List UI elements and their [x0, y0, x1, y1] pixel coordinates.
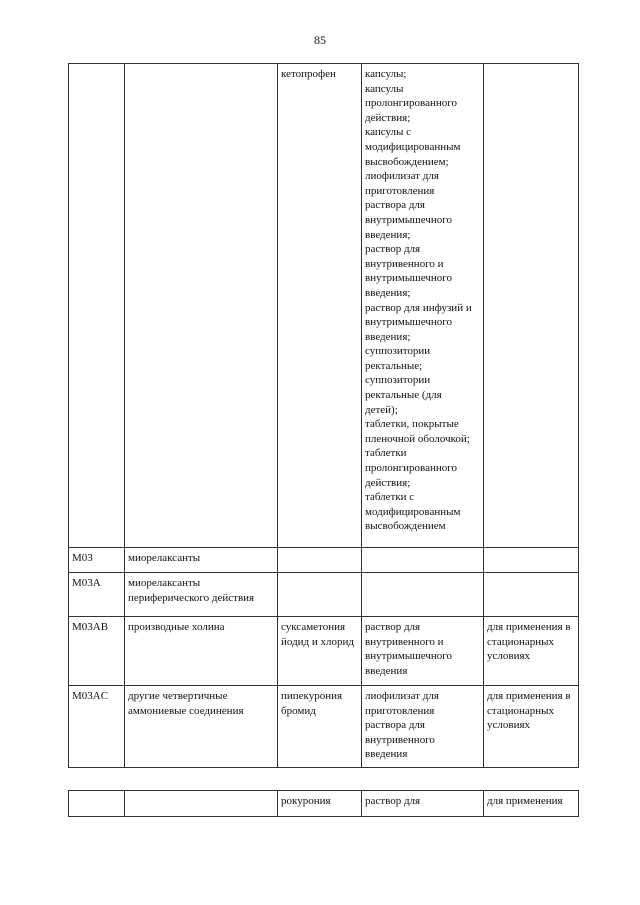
table-row: [69, 548, 579, 573]
drug-name-cell: [278, 573, 362, 617]
dosage-form-line: модифицированным: [365, 505, 461, 518]
dosage-form-line: приготовления: [365, 184, 435, 197]
dosage-form-line: действия;: [365, 476, 411, 489]
dosage-form-line: внутримышечного: [365, 272, 452, 285]
table-row: [69, 617, 579, 686]
group-name-cell: [125, 64, 278, 548]
drug-name-cell: рокурония: [278, 791, 362, 817]
drug-name-cell: суксаметония йодид и хлорид: [278, 617, 362, 686]
dosage-form-line: внутримышечного: [365, 316, 452, 329]
dosage-form-line: высвобождением: [365, 520, 446, 533]
drug-name-cell: кетопрофен: [278, 64, 362, 548]
drug-table: [68, 63, 579, 768]
atc-code-cell: M03A: [69, 573, 125, 617]
page-number: 85: [314, 33, 326, 47]
dosage-form-line: капсулы с: [365, 126, 412, 139]
dosage-form-line: введения;: [365, 330, 411, 343]
note-cell: для применения в стационарных условиях: [484, 617, 579, 686]
dosage-form-line: раствор для: [365, 243, 421, 256]
dosage-form-line: суппозитории: [365, 345, 431, 358]
dosage-form-line: таблетки, покрытые: [365, 418, 459, 431]
dosage-form-line: внутривенного: [365, 733, 435, 746]
drug-name-cell: [278, 548, 362, 573]
note-cell: [484, 64, 579, 548]
dosage-form-line: лиофилизат для: [365, 170, 439, 183]
atc-code-cell: M03: [69, 548, 125, 573]
atc-code-cell: [69, 791, 125, 817]
atc-code-cell: M03AC: [69, 686, 125, 768]
group-name-cell: [125, 791, 278, 817]
dosage-forms-cell: [362, 686, 484, 768]
dosage-form-line: таблетки: [365, 447, 407, 460]
dosage-form-line: раствора для: [365, 719, 425, 732]
note-cell: для применения в стационарных условиях: [484, 686, 579, 768]
dosage-forms-cell: [362, 791, 484, 817]
dosage-form-line: приготовления: [365, 704, 435, 717]
dosage-form-line: раствор для: [365, 621, 421, 633]
dosage-form-line: внутривенного и: [365, 257, 444, 270]
dosage-forms-cell: [362, 64, 484, 548]
dosage-form-line: таблетки с: [365, 491, 415, 504]
note-cell: [484, 573, 579, 617]
dosage-form-line: капсулы;: [365, 68, 407, 80]
dosage-form-line: пролонгированного: [365, 97, 457, 110]
dosage-form-line: лиофилизат для: [365, 690, 439, 702]
table-row: [69, 64, 579, 548]
dosage-form-line: внутримышечного: [365, 213, 452, 226]
note-cell: [484, 548, 579, 573]
dosage-form-line: действия;: [365, 111, 411, 124]
dosage-form-line: введения;: [365, 286, 411, 299]
dosage-form-line: раствор для: [365, 795, 421, 807]
dosage-form-line: модифицированным: [365, 140, 461, 153]
continuation-table: [68, 790, 579, 817]
note-cell: для применения: [484, 791, 579, 817]
dosage-form-line: внутримышечного: [365, 650, 452, 663]
dosage-form-line: введения: [365, 748, 408, 761]
group-name-cell: производные холина: [125, 617, 278, 686]
dosage-form-line: пленочной оболочкой;: [365, 432, 470, 445]
dosage-form-line: введения: [365, 664, 408, 677]
dosage-form-line: внутривенного и: [365, 635, 444, 648]
table-row: [69, 573, 579, 617]
dosage-form-line: капсулы: [365, 82, 404, 95]
table-row: [69, 791, 579, 817]
dosage-forms-cell: [362, 548, 484, 573]
drug-name-cell: пипекурония бромид: [278, 686, 362, 768]
dosage-form-line: ректальные;: [365, 359, 423, 372]
group-name-cell: миорелаксанты периферического действия: [125, 573, 278, 617]
dosage-form-line: суппозитории: [365, 374, 431, 387]
dosage-form-line: раствор для инфузий и: [365, 301, 472, 314]
table-row: [69, 686, 579, 768]
dosage-form-line: введения;: [365, 228, 411, 241]
group-name-cell: миорелаксанты: [125, 548, 278, 573]
dosage-forms-cell: [362, 617, 484, 686]
dosage-form-line: высвобождением;: [365, 155, 449, 168]
dosage-form-line: пролонгированного: [365, 462, 457, 475]
atc-code-cell: M03AB: [69, 617, 125, 686]
dosage-form-line: детей);: [365, 403, 398, 416]
dosage-forms-cell: [362, 573, 484, 617]
atc-code-cell: [69, 64, 125, 548]
dosage-form-line: ректальные (для: [365, 389, 442, 402]
dosage-form-line: раствора для: [365, 199, 425, 212]
group-name-cell: другие четвертичные аммониевые соединения: [125, 686, 278, 768]
